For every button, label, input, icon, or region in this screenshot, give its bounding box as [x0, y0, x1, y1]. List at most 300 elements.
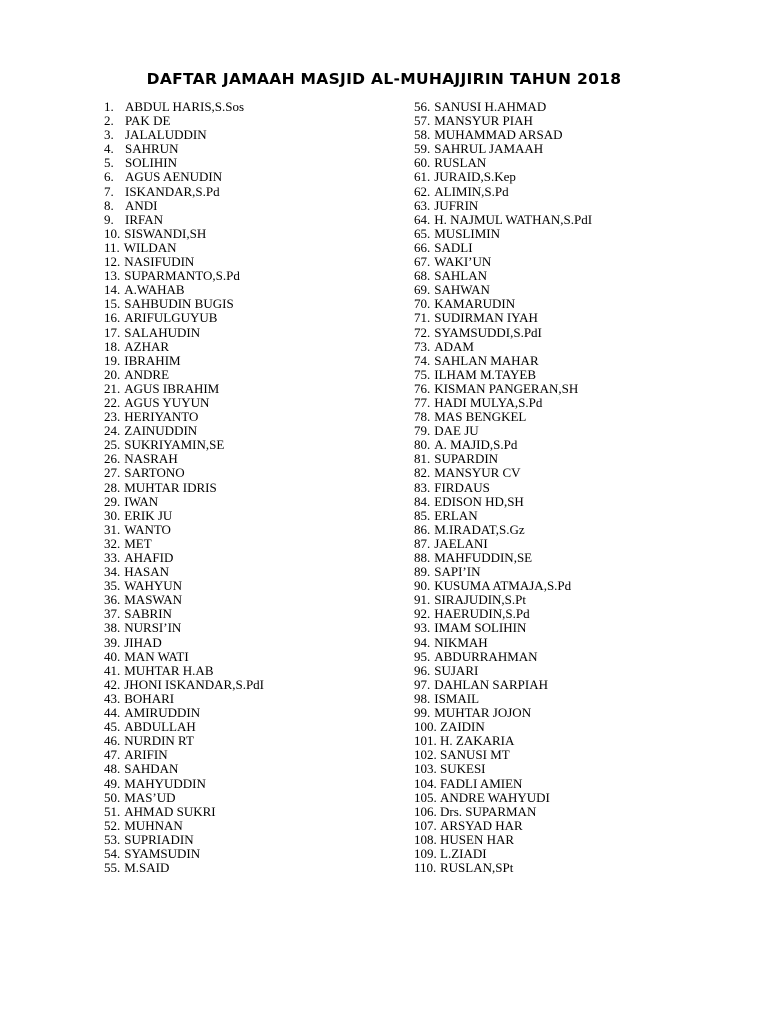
- list-item: [104, 283, 394, 297]
- item-number: 89.: [414, 564, 431, 580]
- item-number: 51.: [104, 803, 121, 819]
- item-number: 49.: [104, 775, 121, 791]
- member-name: SISWANDI,SH: [124, 225, 207, 241]
- item-number: 17.: [104, 324, 121, 340]
- list-item: [414, 311, 714, 325]
- list-item: [104, 523, 394, 537]
- item-number: 70.: [414, 296, 431, 312]
- member-name: SYAMSUDIN: [124, 845, 201, 861]
- member-name: IBRAHIM: [124, 352, 181, 368]
- member-name: ISKANDAR,S.Pd: [125, 183, 220, 199]
- list-item: [414, 593, 714, 607]
- member-name: SUPARMANTO,S.Pd: [124, 268, 240, 284]
- item-number: 98.: [414, 690, 431, 706]
- item-number: 32.: [104, 535, 121, 551]
- member-name: ABDUL HARIS,S.Sos: [125, 99, 245, 114]
- member-name: MUSLIMIN: [434, 225, 500, 241]
- member-name: H. ZAKARIA: [440, 733, 515, 749]
- list-item: [104, 185, 394, 199]
- list-item: [414, 636, 714, 650]
- list-item: [414, 326, 714, 340]
- item-number: 21.: [104, 380, 121, 396]
- list-item: [414, 650, 714, 664]
- list-item: [414, 396, 714, 410]
- member-name: MAN WATI: [124, 648, 189, 664]
- member-name: ANDI: [125, 197, 158, 213]
- list-item: [414, 424, 714, 438]
- item-number: 109.: [414, 845, 437, 861]
- list-item: [104, 819, 394, 833]
- member-name: SAPI’IN: [434, 564, 481, 580]
- member-name: ABDULLAH: [124, 719, 196, 735]
- list-item: [414, 495, 714, 509]
- member-name: AMIRUDDIN: [124, 705, 201, 721]
- item-number: 90.: [414, 578, 431, 594]
- item-number: 76.: [414, 380, 431, 396]
- member-name: MUHNAN: [124, 817, 183, 833]
- member-name: SABRIN: [124, 606, 172, 622]
- list-item: [414, 199, 714, 213]
- list-item: [104, 847, 394, 861]
- list-item: [104, 466, 394, 480]
- member-name: MAS’UD: [124, 789, 176, 805]
- item-number: 55.: [104, 860, 121, 876]
- member-name: JAELANI: [434, 535, 488, 551]
- list-item: [414, 762, 714, 776]
- item-number: 13.: [104, 268, 121, 284]
- member-name: SAHLAN MAHAR: [434, 352, 539, 368]
- list-item: [414, 720, 714, 734]
- member-name: MANSYUR CV: [434, 465, 521, 481]
- list-item: [414, 410, 714, 424]
- item-number: 86.: [414, 521, 431, 537]
- member-name: HERIYANTO: [124, 409, 199, 425]
- member-name: ERIK JU: [124, 507, 173, 523]
- list-item: [414, 833, 714, 847]
- item-number: 88.: [414, 550, 431, 565]
- member-name: AHAFID: [124, 550, 174, 565]
- list-item: [414, 607, 714, 621]
- list-item: [104, 452, 394, 466]
- item-number: 1.: [104, 99, 114, 114]
- member-name: SAHBUDIN BUGIS: [124, 296, 234, 312]
- member-name: ZAINUDDIN: [124, 423, 198, 439]
- item-number: 43.: [104, 690, 121, 706]
- list-item: [104, 311, 394, 325]
- list-item: [104, 100, 394, 114]
- list-item: [414, 748, 714, 762]
- list-item: [414, 100, 714, 114]
- member-name: NURDIN RT: [124, 733, 194, 749]
- list-item: [104, 199, 394, 213]
- item-number: 72.: [414, 324, 431, 340]
- list-item: [414, 734, 714, 748]
- member-name: JHONI ISKANDAR,S.PdI: [124, 676, 265, 692]
- list-item: [414, 269, 714, 283]
- member-name: EDISON HD,SH: [434, 493, 524, 509]
- list-item: [104, 142, 394, 156]
- item-number: 58.: [414, 127, 431, 143]
- item-number: 14.: [104, 282, 121, 298]
- list-item: [104, 791, 394, 805]
- item-number: 59.: [414, 141, 431, 157]
- member-name: SAHRUN: [125, 141, 179, 157]
- member-name: RUSLAN,SPt: [440, 860, 514, 876]
- list-item: [104, 156, 394, 170]
- list-item: [104, 593, 394, 607]
- item-number: 74.: [414, 352, 431, 368]
- list-item: [414, 579, 714, 593]
- item-number: 19.: [104, 352, 121, 368]
- list-item: [104, 551, 394, 565]
- item-number: 16.: [104, 310, 121, 326]
- member-name: RUSLAN: [434, 155, 487, 171]
- item-number: 78.: [414, 409, 431, 425]
- list-item: [414, 128, 714, 142]
- item-number: 81.: [414, 451, 431, 467]
- member-name: SAHRUL JAMAAH: [434, 141, 544, 157]
- item-number: 30.: [104, 507, 121, 523]
- member-name: MAHFUDDIN,SE: [434, 550, 533, 565]
- list-item: [414, 847, 714, 861]
- item-number: 3.: [104, 127, 114, 143]
- item-number: 65.: [414, 225, 431, 241]
- list-item: [104, 678, 394, 692]
- item-number: 48.: [104, 761, 121, 777]
- member-name: Drs. SUPARMAN: [440, 803, 537, 819]
- member-name: FADLI AMIEN: [440, 775, 523, 791]
- list-item: [414, 565, 714, 579]
- list-item: [414, 255, 714, 269]
- item-number: 44.: [104, 705, 121, 721]
- item-number: 60.: [414, 155, 431, 171]
- member-name: SANUSI MT: [440, 747, 510, 763]
- member-list-right: [414, 100, 714, 875]
- member-name: SALAHUDIN: [124, 324, 201, 340]
- list-item: [104, 495, 394, 509]
- member-name: SYAMSUDDI,S.PdI: [434, 324, 542, 340]
- list-item: [104, 636, 394, 650]
- member-name: SUPARDIN: [434, 451, 499, 467]
- member-name: NIKMAH: [434, 634, 488, 650]
- member-name: A.WAHAB: [124, 282, 185, 298]
- member-name: SOLIHIN: [125, 155, 177, 171]
- list-item: [104, 213, 394, 227]
- item-number: 102.: [414, 747, 437, 763]
- item-number: 29.: [104, 493, 121, 509]
- item-number: 101.: [414, 733, 437, 749]
- member-name: AGUS YUYUN: [124, 394, 210, 410]
- list-item: [104, 241, 394, 255]
- member-name: KUSUMA ATMAJA,S.Pd: [434, 578, 572, 594]
- item-number: 87.: [414, 535, 431, 551]
- list-item: [414, 227, 714, 241]
- member-name: KAMARUDIN: [434, 296, 516, 312]
- list-item: [414, 283, 714, 297]
- member-name: L.ZIADI: [440, 845, 487, 861]
- member-name: NASIFUDIN: [124, 254, 195, 270]
- item-number: 11.: [104, 239, 120, 255]
- list-item: [414, 170, 714, 184]
- list-item: [414, 438, 714, 452]
- list-item: [104, 762, 394, 776]
- item-number: 82.: [414, 465, 431, 481]
- item-number: 45.: [104, 719, 121, 735]
- list-item: [104, 382, 394, 396]
- list-item: [104, 706, 394, 720]
- item-number: 96.: [414, 662, 431, 678]
- list-item: [104, 128, 394, 142]
- item-number: 84.: [414, 493, 431, 509]
- item-number: 27.: [104, 465, 121, 481]
- list-item: [104, 664, 394, 678]
- member-name: H. NAJMUL WATHAN,S.PdI: [434, 211, 593, 227]
- list-item: [414, 466, 714, 480]
- item-number: 31.: [104, 521, 121, 537]
- member-name: BOHARI: [124, 690, 175, 706]
- member-name: SUPRIADIN: [124, 831, 194, 847]
- item-number: 12.: [104, 254, 121, 270]
- item-number: 97.: [414, 676, 431, 692]
- item-number: 107.: [414, 817, 437, 833]
- list-item: [414, 678, 714, 692]
- item-number: 2.: [104, 113, 114, 129]
- member-name: WAHYUN: [124, 578, 183, 594]
- item-number: 80.: [414, 437, 431, 453]
- item-number: 33.: [104, 550, 121, 565]
- member-name: SAHWAN: [434, 282, 490, 298]
- item-number: 50.: [104, 789, 121, 805]
- list-item: [104, 734, 394, 748]
- list-item: [414, 340, 714, 354]
- member-name: MAHYUDDIN: [124, 775, 206, 791]
- item-number: 93.: [414, 620, 431, 636]
- item-number: 41.: [104, 662, 121, 678]
- member-name: ILHAM M.TAYEB: [434, 366, 537, 382]
- list-item: [104, 692, 394, 706]
- member-name: IRFAN: [125, 211, 164, 227]
- item-number: 7.: [104, 183, 114, 199]
- list-item: [414, 537, 714, 551]
- item-number: 37.: [104, 606, 121, 622]
- list-item: [414, 213, 714, 227]
- list-item: [414, 861, 714, 875]
- member-name: HUSEN HAR: [440, 831, 515, 847]
- member-name: ARSYAD HAR: [440, 817, 523, 833]
- member-name: MUHTAR IDRIS: [124, 479, 217, 495]
- item-number: 53.: [104, 831, 121, 847]
- member-name: M.IRADAT,S.Gz: [434, 521, 525, 537]
- member-name: ALIMIN,S.Pd: [434, 183, 509, 199]
- member-name: MUHTAR JOJON: [434, 705, 532, 721]
- member-name: AGUS AENUDIN: [125, 169, 223, 185]
- item-number: 4.: [104, 141, 114, 157]
- list-item: [414, 551, 714, 565]
- member-name: A. MAJID,S.Pd: [434, 437, 518, 453]
- list-item: [104, 833, 394, 847]
- item-number: 6.: [104, 169, 114, 185]
- member-name: SIRAJUDIN,S.Pt: [434, 592, 526, 608]
- item-number: 46.: [104, 733, 121, 749]
- member-name: SANUSI H.AHMAD: [434, 99, 547, 114]
- list-item: [414, 241, 714, 255]
- item-number: 66.: [414, 239, 431, 255]
- item-number: 22.: [104, 394, 121, 410]
- list-item: [414, 664, 714, 678]
- list-item: [104, 368, 394, 382]
- member-name: WAKI’UN: [434, 254, 492, 270]
- list-item: [104, 621, 394, 635]
- item-number: 67.: [414, 254, 431, 270]
- member-name: SUJARI: [434, 662, 479, 678]
- list-item: [104, 805, 394, 819]
- member-name: SARTONO: [124, 465, 185, 481]
- item-number: 79.: [414, 423, 431, 439]
- list-item: [104, 114, 394, 128]
- list-item: [414, 509, 714, 523]
- member-name: JALALUDDIN: [125, 127, 207, 143]
- item-number: 36.: [104, 592, 121, 608]
- list-item: [414, 297, 714, 311]
- member-name: JURAID,S.Kep: [434, 169, 516, 185]
- list-item: [414, 481, 714, 495]
- member-name: MUHTAR H.AB: [124, 662, 214, 678]
- list-item: [104, 861, 394, 875]
- member-name: NASRAH: [124, 451, 178, 467]
- member-name: MAS BENGKEL: [434, 409, 527, 425]
- member-name: IMAM SOLIHIN: [434, 620, 527, 636]
- member-list-left: [104, 100, 394, 875]
- member-name: ANDRE WAHYUDI: [440, 789, 550, 805]
- list-item: [104, 565, 394, 579]
- list-item: [414, 692, 714, 706]
- item-number: 42.: [104, 676, 121, 692]
- list-item: [104, 396, 394, 410]
- member-name: MUHAMMAD ARSAD: [434, 127, 563, 143]
- list-item: [104, 170, 394, 184]
- list-item: [104, 579, 394, 593]
- list-item: [104, 424, 394, 438]
- item-number: 75.: [414, 366, 431, 382]
- list-item: [414, 156, 714, 170]
- item-number: 8.: [104, 197, 114, 213]
- list-item: [414, 368, 714, 382]
- list-item: [414, 382, 714, 396]
- member-name: ISMAIL: [434, 690, 480, 706]
- member-name: HASAN: [124, 564, 170, 580]
- item-number: 91.: [414, 592, 431, 608]
- item-number: 28.: [104, 479, 121, 495]
- item-number: 34.: [104, 564, 121, 580]
- list-item: [104, 354, 394, 368]
- member-name: AHMAD SUKRI: [124, 803, 216, 819]
- list-item: [104, 340, 394, 354]
- item-number: 26.: [104, 451, 121, 467]
- item-number: 71.: [414, 310, 431, 326]
- list-item: [104, 509, 394, 523]
- item-number: 83.: [414, 479, 431, 495]
- item-number: 110.: [414, 860, 437, 876]
- member-name: ABDURRAHMAN: [434, 648, 538, 664]
- item-number: 61.: [414, 169, 431, 185]
- item-number: 18.: [104, 338, 121, 354]
- member-name: DAE JU: [434, 423, 479, 439]
- page-title: DAFTAR JAMAAH MASJID AL-MUHAJJIRIN TAHUN 2018: [146, 70, 622, 88]
- item-number: 47.: [104, 747, 121, 763]
- item-number: 105.: [414, 789, 437, 805]
- item-number: 77.: [414, 394, 431, 410]
- list-item: [104, 438, 394, 452]
- list-item: [104, 297, 394, 311]
- list-item: [104, 748, 394, 762]
- item-number: 100.: [414, 719, 437, 735]
- item-number: 39.: [104, 634, 121, 650]
- list-item: [104, 777, 394, 791]
- member-name: JUFRIN: [434, 197, 479, 213]
- item-number: 5.: [104, 155, 114, 171]
- member-name: SADLI: [434, 239, 473, 255]
- item-number: 64.: [414, 211, 431, 227]
- member-name: NURSI’IN: [124, 620, 182, 636]
- member-name: JIHAD: [124, 634, 162, 650]
- item-number: 68.: [414, 268, 431, 284]
- list-item: [104, 255, 394, 269]
- list-item: [414, 819, 714, 833]
- list-item: [414, 706, 714, 720]
- item-number: 52.: [104, 817, 121, 833]
- member-name: ARIFIN: [124, 747, 168, 763]
- list-item: [414, 452, 714, 466]
- list-item: [104, 481, 394, 495]
- member-name: KISMAN PANGERAN,SH: [434, 380, 579, 396]
- member-name: ARIFULGUYUB: [124, 310, 218, 326]
- list-item: [104, 720, 394, 734]
- member-name: MASWAN: [124, 592, 183, 608]
- member-name: SAHLAN: [434, 268, 487, 284]
- member-name: AGUS IBRAHIM: [124, 380, 220, 396]
- member-name: HADI MULYA,S.Pd: [434, 394, 543, 410]
- member-name: DAHLAN SARPIAH: [434, 676, 549, 692]
- member-name: MET: [124, 535, 152, 551]
- member-name: FIRDAUS: [434, 479, 490, 495]
- member-name: SUKESI: [440, 761, 486, 777]
- list-item: [414, 621, 714, 635]
- member-name: SUKRIYAMIN,SE: [124, 437, 225, 453]
- item-number: 9.: [104, 211, 114, 227]
- item-number: 92.: [414, 606, 431, 622]
- member-name: SUDIRMAN IYAH: [434, 310, 538, 326]
- item-number: 94.: [414, 634, 431, 650]
- member-name: ERLAN: [434, 507, 478, 523]
- list-item: [414, 791, 714, 805]
- item-number: 106.: [414, 803, 437, 819]
- item-number: 35.: [104, 578, 121, 594]
- member-name: SAHDAN: [124, 761, 179, 777]
- member-name: AZHAR: [124, 338, 170, 354]
- member-name: ANDRE: [124, 366, 170, 382]
- item-number: 38.: [104, 620, 121, 636]
- item-number: 56.: [414, 99, 431, 114]
- item-number: 99.: [414, 705, 431, 721]
- member-name: HAERUDIN,S.Pd: [434, 606, 530, 622]
- item-number: 54.: [104, 845, 121, 861]
- list-item: [104, 326, 394, 340]
- list-item: [104, 410, 394, 424]
- list-item: [414, 142, 714, 156]
- item-number: 24.: [104, 423, 121, 439]
- member-name: MANSYUR PIAH: [434, 113, 533, 129]
- item-number: 73.: [414, 338, 431, 354]
